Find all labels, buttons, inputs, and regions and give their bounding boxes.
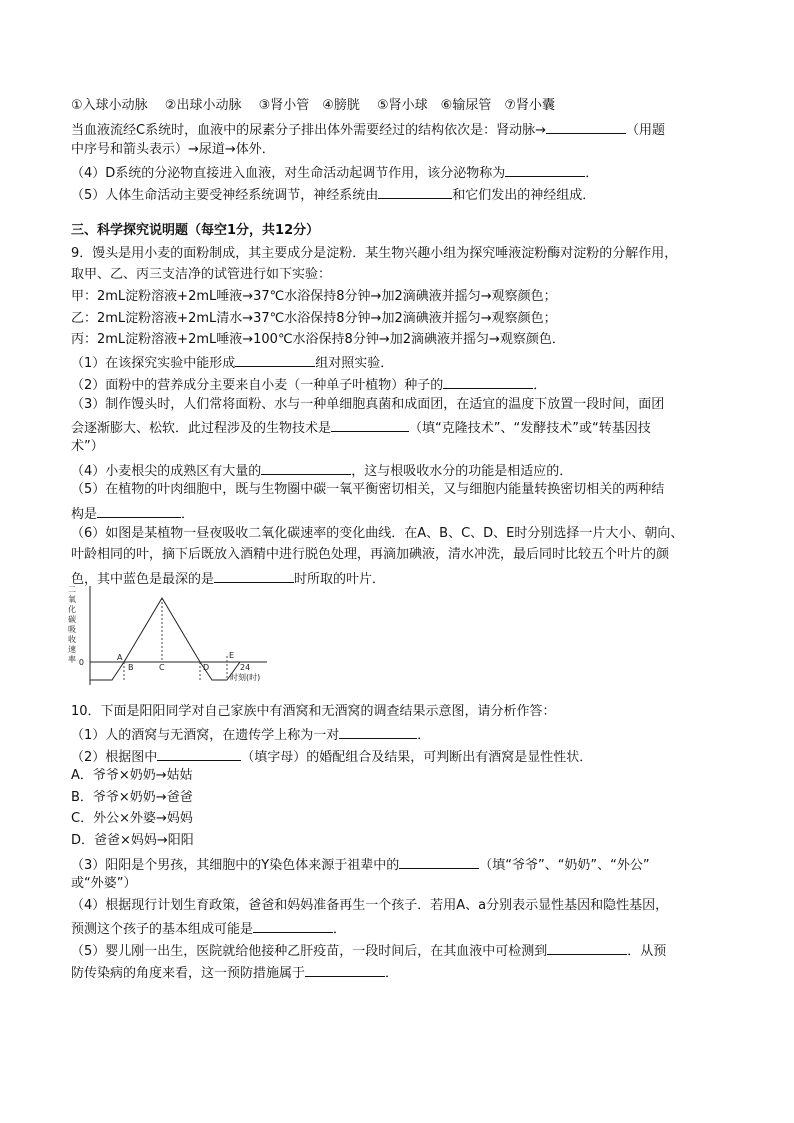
x-tick-label: 24 bbox=[240, 663, 251, 672]
q10-option-a: A．爷爷×奶奶→姑姑 bbox=[71, 768, 193, 783]
q9-tube-jia: 甲：2mL淀粉溶液+2mL唾液→37℃水浴保持8分钟→加2滴碘液并摇匀→观察颜色； bbox=[71, 289, 557, 304]
q9-sub-5-cont: 构是 ． bbox=[71, 503, 194, 524]
x-axis-label: 时刻(时) bbox=[230, 673, 261, 682]
section-title: 三、科学探究说明题（每空1分，共12分） bbox=[71, 223, 320, 238]
q9-sub-6-cont: 叶龄相同的叶，摘下后既放入酒精中进行脱色处理，再滴加碘液，清水冲洗，最后同时比较五个叶片的颜 bbox=[71, 547, 670, 562]
q9-intro: 9．馒头是用小麦的面粉制成，其主要成分是淀粉．某生物兴趣小组为探究唾液淀粉酶对淀粉的分解作用， bbox=[71, 246, 678, 261]
q9-sub-3-end: 术”） bbox=[71, 439, 104, 454]
svg-text:速: 速 bbox=[68, 645, 76, 654]
q10-sub-4-cont: 预测这个孩子的基本组成可能是 ． bbox=[71, 918, 346, 939]
q10-intro: 10．下面是阳阳同学对自己家族中有酒窝和无酒窝的调查结果示意图，请分析作答： bbox=[71, 704, 556, 719]
question-3: 当血液流经C系统时，血液中的尿素分子排出体外需要经过的结构依次是：肾动脉→ （用题 bbox=[71, 119, 665, 140]
q10-sub-1: （1）人的酒窝与无酒窝，在遗传学上称为一对 ． bbox=[71, 724, 430, 745]
svg-text:二: 二 bbox=[68, 585, 76, 594]
q10-sub-3-cont: 或“外婆”） bbox=[71, 876, 137, 891]
q9-sub-3-cont: 会逐渐膨大、松软．此过程涉及的生物技术是 （填“克隆技术”、“发酵技术”或“转基因技 bbox=[71, 417, 651, 438]
answer-blank[interactable] bbox=[235, 352, 315, 367]
q9-tube-bing: 丙：2mL淀粉溶液+2mL唾液→100℃水浴保持8分钟→加2滴碘液并摇匀→观察颜色． bbox=[71, 332, 565, 347]
q10-sub-4: （4）根据现行计划生育政策，爸爸和妈妈准备再生一个孩子．若用A、a分别表示显性基因和隐性基因， bbox=[71, 898, 669, 913]
structure-options: ①入球小动脉 ②出球小动脉 ③肾小管 ④膀胱 ⑤肾小球 ⑥输尿管 ⑦肾小囊 bbox=[71, 98, 555, 113]
answer-blank[interactable] bbox=[505, 162, 585, 177]
co2-absorption-chart bbox=[62, 580, 267, 690]
answer-blank[interactable] bbox=[157, 746, 241, 761]
q9-sub-6: （6）如图是某植物一昼夜吸收二氧化碳速率的变化曲线．在A、B、C、D、E时分别选择一片大小、朝向、 bbox=[71, 526, 684, 541]
answer-blank[interactable] bbox=[399, 854, 479, 869]
q9-sub-4: （4）小麦根尖的成熟区有大量的 ，这与根吸收水分的功能是相适应的． bbox=[71, 460, 572, 481]
co2-curve bbox=[90, 598, 262, 680]
answer-blank[interactable] bbox=[378, 184, 452, 199]
q9-sub-2: （2）面粉中的营养成分主要来自小麦（一种单子叶植物）种子的 ． bbox=[71, 374, 546, 395]
answer-blank[interactable] bbox=[261, 460, 351, 475]
answer-blank[interactable] bbox=[546, 119, 626, 134]
svg-text:收: 收 bbox=[68, 635, 76, 644]
answer-blank[interactable] bbox=[547, 940, 627, 955]
q9-sub-1: （1）在该探究实验中能形成 组对照实验． bbox=[71, 352, 393, 373]
answer-blank[interactable] bbox=[97, 503, 181, 518]
svg-text:化: 化 bbox=[68, 605, 76, 614]
q10-sub-5: （5）婴儿刚一出生，医院就给他接种乙肝疫苗，一段时间后，在其血液中可检测到 ．从预 bbox=[71, 940, 666, 961]
q9-intro-2: 取甲、乙、丙三支洁净的试管进行如下实验： bbox=[71, 267, 332, 282]
question-3-cont: 中序号和箭头表示）→尿道→体外． bbox=[71, 142, 275, 157]
q9-sub-5: （5）在植物的叶肉细胞中，既与生物圈中碳一氧平衡密切相关，又与细胞内能量转换密切相关的两种结 bbox=[71, 482, 665, 497]
svg-text:氧: 氧 bbox=[68, 595, 76, 604]
point-label-b: B bbox=[128, 663, 134, 672]
answer-blank[interactable] bbox=[339, 724, 417, 739]
q10-sub-2: （2）根据图中 （填字母）的婚配组合及结果，可判断出有酒窝是显性性状． bbox=[71, 746, 592, 767]
point-label-d: D bbox=[203, 663, 210, 672]
q10-sub-3: （3）阳阳是个男孩，其细胞中的Y染色体来源于祖辈中的 （填“爷爷”、“奶奶”、“外公” bbox=[71, 854, 650, 875]
svg-text:吸: 吸 bbox=[68, 625, 76, 634]
question-4: （4）D系统的分泌物直接进入血液，对生命活动起调节作用，该分泌物称为 ． bbox=[71, 162, 598, 183]
svg-text:碳: 碳 bbox=[68, 615, 76, 624]
q9-tube-yi: 乙：2mL淀粉溶液+2mL清水→37℃水浴保持8分钟→加2滴碘液并摇匀→观察颜色； bbox=[71, 311, 557, 326]
svg-text:率: 率 bbox=[68, 655, 76, 664]
point-label-c: C bbox=[159, 663, 165, 672]
q10-sub-5-cont: 防传染病的角度来看，这一预防措施属于 ． bbox=[71, 962, 398, 983]
zero-label: 0 bbox=[78, 658, 84, 667]
point-label-e: E bbox=[229, 651, 235, 660]
q9-sub-6-end: 色，其中蓝色是最深的是 时所取的叶片． bbox=[71, 568, 385, 589]
y-axis-label bbox=[68, 585, 76, 664]
answer-blank[interactable] bbox=[331, 417, 409, 432]
q10-option-b: B．爷爷×奶奶→爸爸 bbox=[71, 790, 193, 805]
q10-option-d: D．爸爸×妈妈→阳阳 bbox=[71, 833, 194, 848]
answer-blank[interactable] bbox=[253, 918, 333, 933]
answer-blank[interactable] bbox=[443, 374, 533, 389]
q9-sub-3: （3）制作馒头时，人们常将面粉、水与一种单细胞真菌和成面团，在适宜的温度下放置一段时间，面团 bbox=[71, 397, 665, 412]
q10-option-c: C．外公×外婆→妈妈 bbox=[71, 811, 193, 826]
point-label-a: A bbox=[117, 653, 123, 662]
question-5: （5）人体生命活动主要受神经系统调节，神经系统由 和它们发出的神经组成． bbox=[71, 184, 595, 205]
answer-blank[interactable] bbox=[305, 962, 385, 977]
